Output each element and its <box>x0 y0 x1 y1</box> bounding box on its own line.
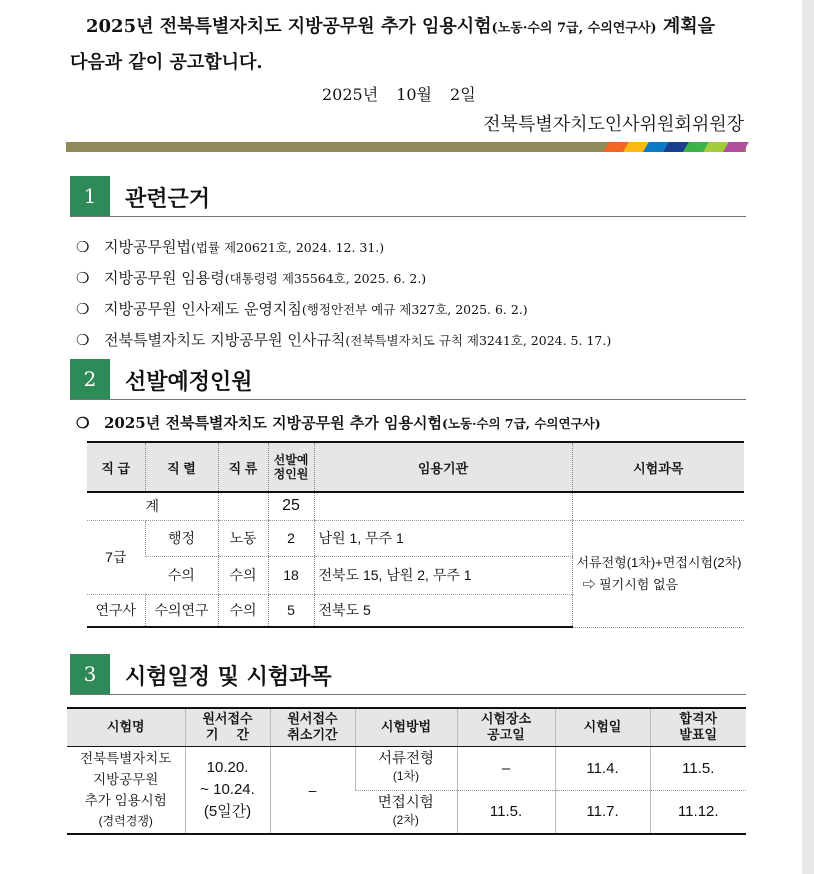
table-row: 면접시험 (2차) 11.5. 11.7. 11.12. <box>67 790 746 834</box>
header-band <box>66 142 746 152</box>
list-item: ❍ 지방공무원 임용령(대통령령 제35564호, 2025. 6. 2.) <box>76 269 427 287</box>
section-1-header <box>70 176 746 217</box>
list-item: ❍ 지방공무원 인사제도 운영지침(행정안전부 예규 제327호, 2025. 6. 2.) <box>76 300 528 318</box>
table-row: 7급 행정 노동 2 남원 1, 무주 1 서류전형(1차)+면접시험(2차) ⇨ 필기시험 없음 <box>87 520 744 556</box>
table-row: 연구사 수의연구 수의 5 전북도 5 <box>87 594 744 627</box>
section-number: 2 <box>70 359 110 399</box>
col-header: 시험일 <box>555 708 650 746</box>
section-3-header <box>70 654 746 695</box>
col-header: 시험방법 <box>355 708 457 746</box>
section-number: 3 <box>70 654 110 694</box>
exam-name: 전북특별자치도 지방공무원 추가 임용시험 (경력경쟁) <box>67 746 185 834</box>
col-header: 시험장소 공고일 <box>457 708 555 746</box>
color-stripes <box>606 142 746 152</box>
col-header: 선발예정인원 <box>268 442 314 492</box>
basis-list <box>76 232 611 356</box>
list-item: ❍ 전북특별자치도 지방공무원 인사규칙(전북특별자치도 규칙 제3241호, 2024. 5. 17.) <box>76 331 612 349</box>
table-row: 전북특별자치도 지방공무원 추가 임용시험 (경력경쟁) 10.20. ~ 10.24. (5일간) – 서류전형 (1차) – 11.4. 11.5. <box>67 746 746 790</box>
total-label: 계 <box>87 492 218 520</box>
col-header: 원서접수 기 간 <box>185 708 270 746</box>
col-header: 직 급 <box>87 442 145 492</box>
section-title: 시험일정 및 시험과목 <box>125 665 332 690</box>
col-header: 시험과목 <box>572 442 744 492</box>
scrollbar[interactable] <box>802 0 814 874</box>
section-2-header <box>70 359 746 400</box>
section-title: 관련근거 <box>125 187 211 212</box>
section-title: 선발예정인원 <box>125 370 253 395</box>
total-value: 25 <box>268 492 314 520</box>
grade-cell: 7급 <box>87 520 145 594</box>
col-header: 직 렬 <box>145 442 218 492</box>
color-stripe <box>723 142 749 152</box>
schedule-table <box>67 707 746 835</box>
application-period: 10.20. ~ 10.24. (5일간) <box>185 746 270 834</box>
table-row: 수의 수의 18 전북도 15, 남원 2, 무주 1 <box>87 556 744 594</box>
col-header: 시험명 <box>67 708 185 746</box>
cancel-period: – <box>270 746 355 834</box>
subhead: ❍ 2025년 전북특별자치도 지방공무원 추가 임용시험(노동·수의 7급, 수의연구사) <box>76 414 601 432</box>
col-header: 합격자 발표일 <box>650 708 746 746</box>
col-header: 임용기관 <box>314 442 572 492</box>
col-header: 원서접수 취소기간 <box>270 708 355 746</box>
quota-table <box>87 441 744 628</box>
col-header: 직 류 <box>218 442 268 492</box>
list-item: ❍ 지방공무원법(법률 제20621호, 2024. 12. 31.) <box>76 238 385 256</box>
exam-subject: 서류전형(1차)+면접시험(2차) ⇨ 필기시험 없음 <box>572 520 744 627</box>
section-number: 1 <box>70 176 110 216</box>
announcement-intro: 2025년 전북특별자치도 지방공무원 추가 임용시험(노동·수의 7급, 수의연구사) 계획을 다음과 같이 공고합니다. <box>70 16 716 73</box>
signer: 전북특별자치도인사위원회위원장 <box>483 114 744 134</box>
announcement-date: 2025년 10월 2일 <box>322 85 476 104</box>
